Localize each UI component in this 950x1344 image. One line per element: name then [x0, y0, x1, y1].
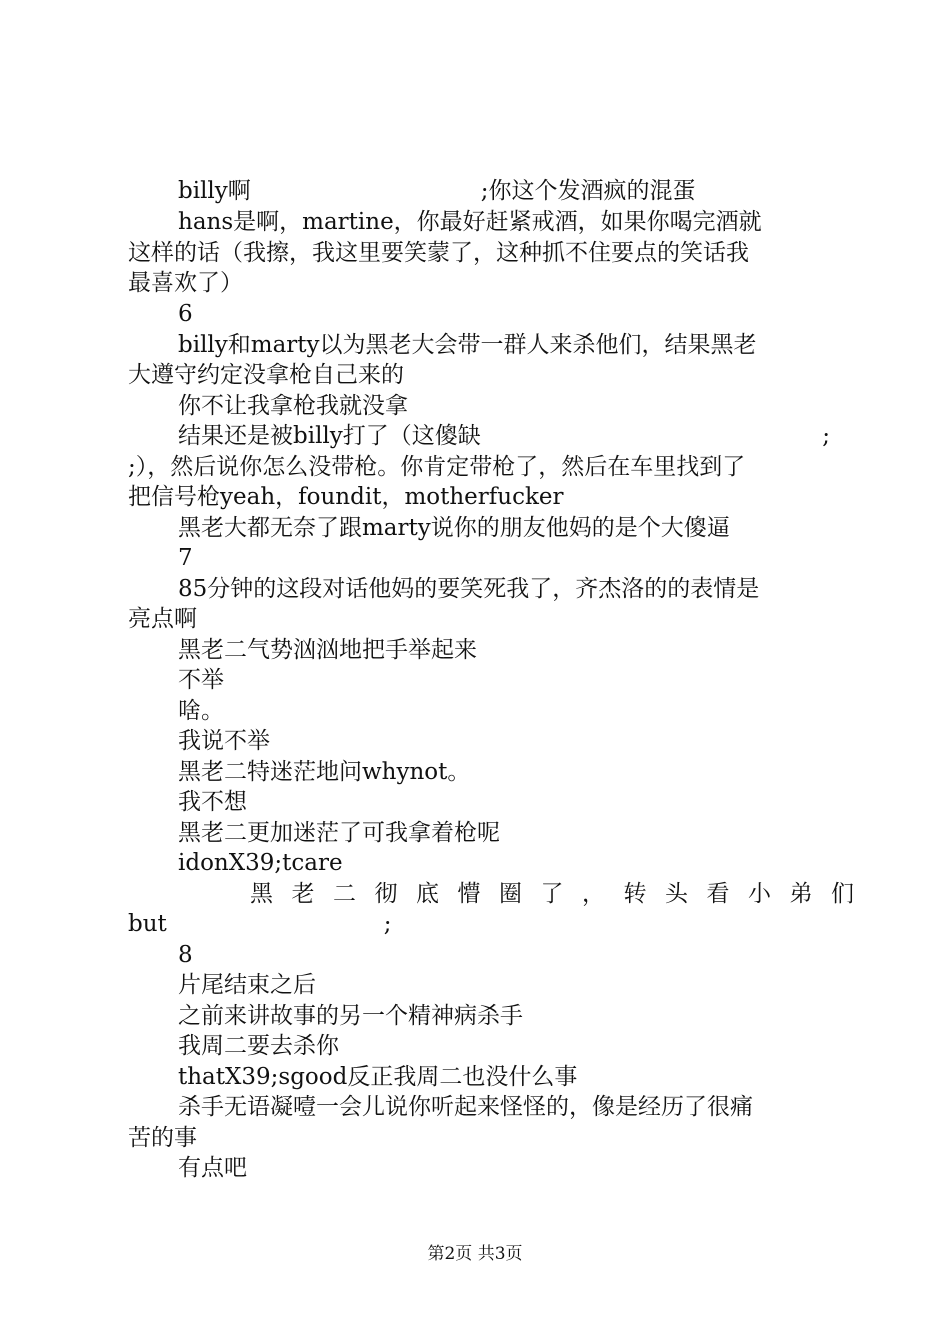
text-fragment: but [128, 911, 167, 937]
section-number: 8 [178, 942, 193, 968]
text-line: 大遵守约定没拿枪自己来的 [128, 362, 404, 388]
text-line: 黑老二特迷茫地问whynot。 [178, 759, 471, 785]
text-line [128, 909, 830, 939]
text-fragment: ;你这个发酒疯的混蛋 [480, 178, 696, 204]
text-line: 啥。 [178, 698, 224, 724]
text-line: billy和marty以为黑老大会带一群人来杀他们，结果黑老 [178, 332, 757, 358]
page-footer: 第2页 共3页 [427, 1244, 523, 1264]
text-line: 片尾结束之后 [178, 972, 316, 998]
text-line: 亮点啊 [128, 606, 197, 632]
text-fragment: ; [383, 911, 392, 937]
text-line: ;），然后说你怎么没带枪。你肯定带枪了，然后在车里找到了 [128, 454, 746, 480]
text-line: 你不让我拿枪我就没拿 [178, 393, 408, 419]
text-line: 不举 [178, 667, 224, 693]
text-fragment: billy啊 [178, 178, 251, 204]
text-line: 杀手无语凝噎一会儿说你听起来怪怪的，像是经历了很痛 [178, 1094, 753, 1120]
text-line: 黑老二彻底懵圈了，转头看小弟们 [250, 881, 873, 907]
section-number: 7 [178, 545, 193, 571]
text-line: thatX39;sgood反正我周二也没什么事 [178, 1064, 578, 1090]
text-line: 这样的话（我擦，我这里要笑蒙了，这种抓不住要点的笑话我 [128, 240, 749, 266]
text-fragment: 结果还是被billy打了（这傻缺 [178, 423, 481, 449]
text-line: 黑老大都无奈了跟marty说你的朋友他妈的是个大傻逼 [178, 515, 730, 541]
text-line: 我不想 [178, 789, 247, 815]
text-line [178, 176, 830, 206]
text-line: 有点吧 [178, 1155, 247, 1181]
text-line: 最喜欢了） [128, 270, 243, 296]
text-line: 之前来讲故事的另一个精神病杀手 [178, 1003, 523, 1029]
text-line [178, 421, 830, 451]
text-line: 我周二要去杀你 [178, 1033, 339, 1059]
text-line: idonX39;tcare [178, 850, 343, 876]
section-number: 6 [178, 301, 193, 327]
text-line: 黑老二更加迷茫了可我拿着枪呢 [178, 820, 500, 846]
text-fragment: ; [822, 423, 830, 449]
text-line: 黑老二气势汹汹地把手举起来 [178, 637, 477, 663]
text-line: hans是啊，martine，你最好赶紧戒酒，如果你喝完酒就 [178, 209, 762, 235]
text-line: 苦的事 [128, 1125, 197, 1151]
text-line: 我说不举 [178, 728, 270, 754]
text-line: 把信号枪yeah，foundit，motherfucker [128, 484, 564, 510]
text-line: 85分钟的这段对话他妈的要笑死我了，齐杰洛的的表情是 [178, 576, 760, 602]
